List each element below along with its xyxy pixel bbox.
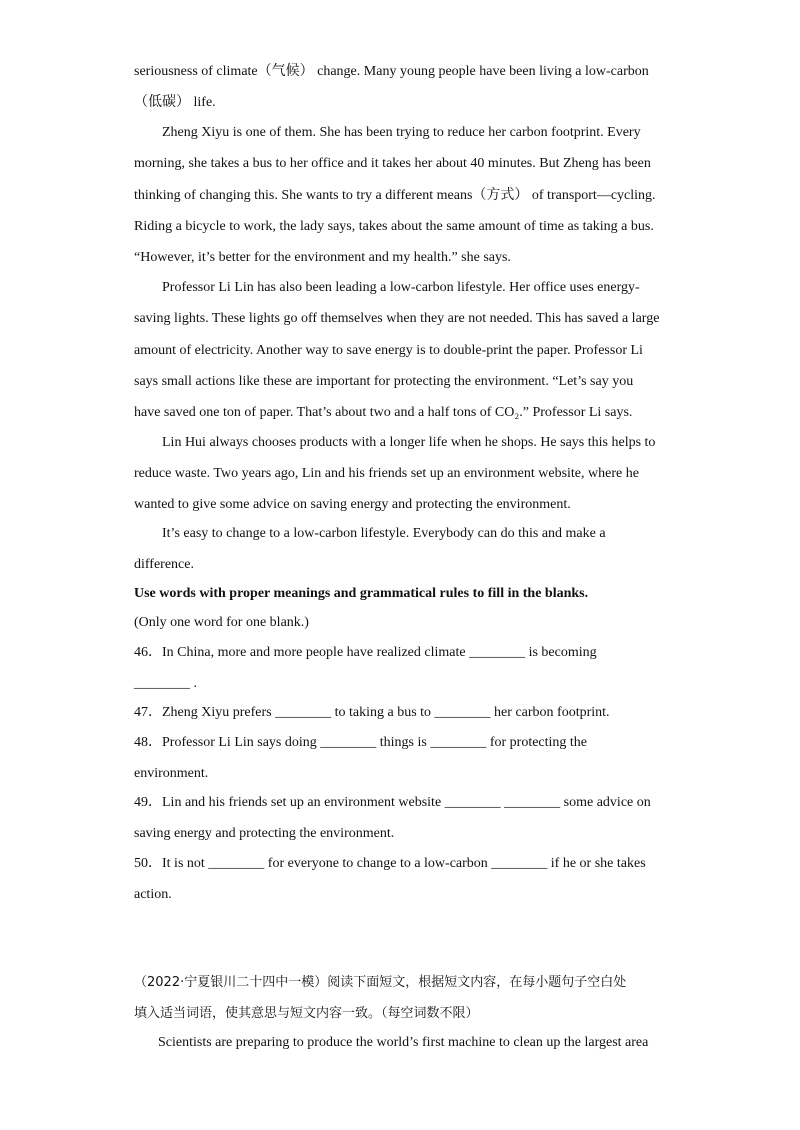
question-49-cont: saving energy and protecting the environment. bbox=[134, 826, 395, 841]
passage-line: Riding a bicycle to work, the lady says, takes about the same amount of time as taking a bus. bbox=[134, 219, 654, 234]
passage-line: It’s easy to change to a low-carbon lifestyle. Everybody can do this and make a bbox=[162, 526, 606, 541]
question-47: 47．Zheng Xiyu prefers ________ to taking a bus to ________ her carbon footprint. bbox=[134, 705, 610, 720]
passage-line: amount of electricity. Another way to save energy is to double-print the paper. Professor Li bbox=[134, 343, 643, 358]
question-46-cont: ________ . bbox=[134, 676, 197, 691]
instructions-note: (Only one word for one blank.) bbox=[134, 615, 309, 630]
question-48-cont: environment. bbox=[134, 766, 209, 781]
passage-line: have saved one ton of paper. That’s about two and a half tons of CO₂.” Professor Li says. bbox=[134, 405, 633, 420]
passage-line: （低碳） life. bbox=[134, 95, 216, 110]
passage-line: Zheng Xiyu is one of them. She has been trying to reduce her carbon footprint. Every bbox=[162, 125, 641, 140]
passage-line: says small actions like these are important for protecting the environment. “Let’s say you bbox=[134, 374, 634, 389]
passage-line: morning, she takes a bus to her office and it takes her about 40 minutes. But Zheng has been bbox=[134, 156, 651, 171]
passage-line: thinking of changing this. She wants to try a different means（方式） of transport—cycling. bbox=[134, 188, 656, 203]
question-50-cont: action. bbox=[134, 887, 172, 902]
passage-line: “However, it’s better for the environment and my health.” she says. bbox=[134, 250, 511, 265]
passage-line: seriousness of climate（气候） change. Many young people have been living a low-carbon bbox=[134, 64, 649, 79]
passage-line: saving lights. These lights go off themselves when they are not needed. This has saved a large bbox=[134, 311, 660, 326]
passage-line: difference. bbox=[134, 557, 194, 572]
next-passage-line: Scientists are preparing to produce the world’s first machine to clean up the largest area bbox=[158, 1035, 649, 1050]
section-header: 填入适当词语，使其意思与短文内容一致。（每空词数不限） bbox=[134, 1006, 479, 1021]
passage-line: Lin Hui always chooses products with a longer life when he shops. He says this helps to bbox=[162, 435, 656, 450]
section-header: （2022·宁夏银川二十四中一模）阅读下面短文，根据短文内容，在每小题句子空白处 bbox=[134, 975, 627, 990]
question-50: 50．It is not ________ for everyone to change to a low-carbon ________ if he or she takes bbox=[134, 856, 646, 871]
instructions-heading: Use words with proper meanings and grammatical rules to fill in the blanks. bbox=[134, 586, 589, 601]
question-46: 46．In China, more and more people have realized climate ________ is becoming bbox=[134, 645, 597, 660]
question-48: 48．Professor Li Lin says doing ________ things is ________ for protecting the bbox=[134, 735, 588, 750]
passage-line: wanted to give some advice on saving energy and protecting the environment. bbox=[134, 497, 571, 512]
question-49: 49．Lin and his friends set up an environment website ________ ________ some advice on bbox=[134, 795, 651, 810]
passage-line: reduce waste. Two years ago, Lin and his friends set up an environment website, where he bbox=[134, 466, 639, 481]
passage-line: Professor Li Lin has also been leading a low-carbon lifestyle. Her office uses energy- bbox=[162, 280, 640, 295]
